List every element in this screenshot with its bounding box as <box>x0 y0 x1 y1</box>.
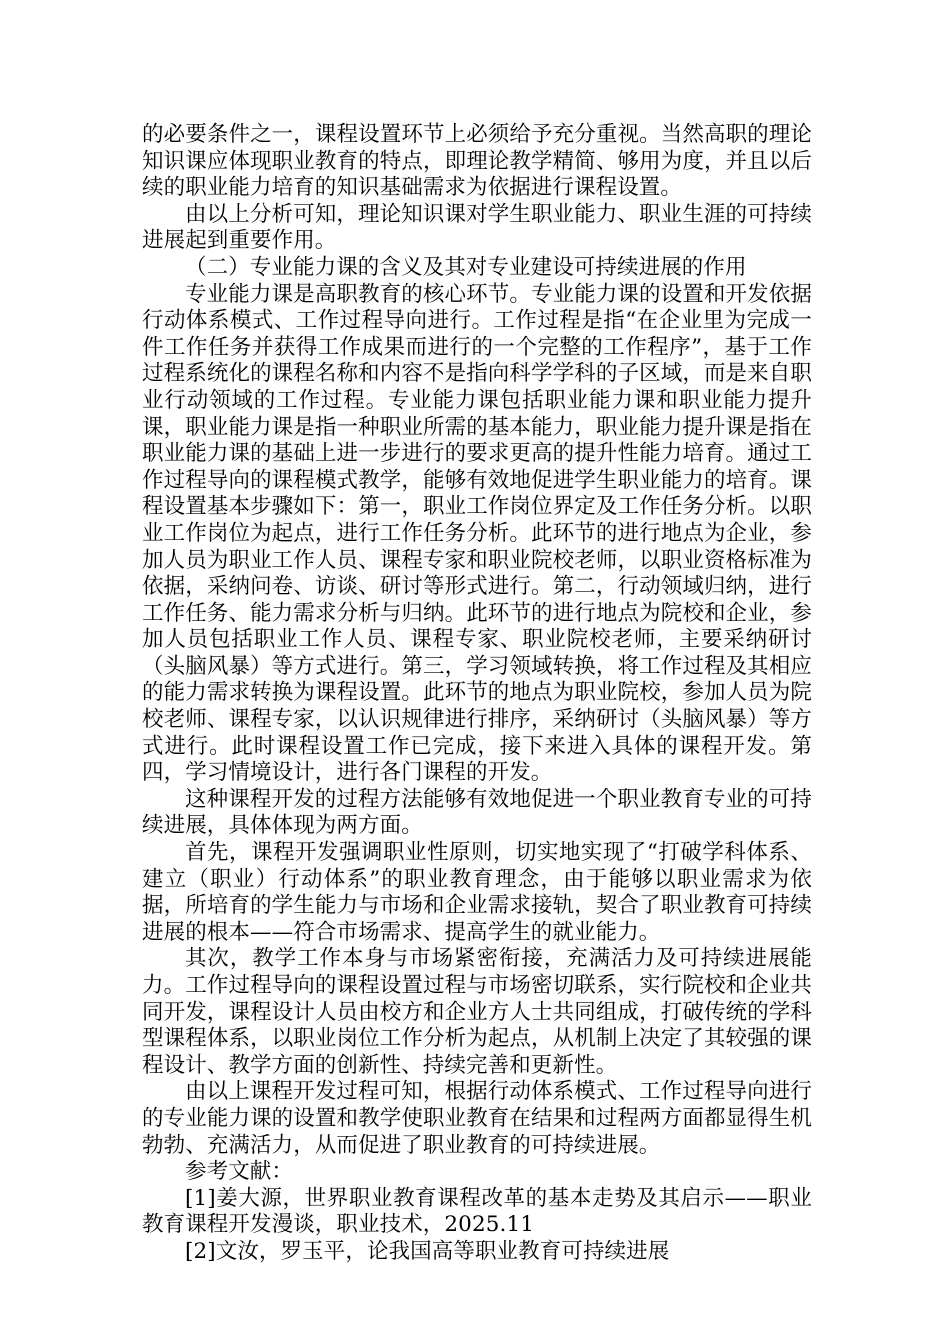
paragraph-conclusion: 由以上课程开发过程可知，根据行动体系模式、工作过程导向进行的专业能力课的设置和教学使职业教育在结果和过程两方面都显得生机勃勃、充满活力，从而促进了职业教育的可持续进展。 <box>142 1079 812 1158</box>
paragraph-second-point: 其次，教学工作本身与市场紧密衔接，充满活力及可持续进展能力。工作过程导向的课程设置过程与市场密切联系，实行院校和企业共同开发，课程设计人员由校方和企业方人士共同组成，打破传统的学科型课程体系，以职业岗位工作分析为起点，从机制上决定了其较强的课程设计、教学方面的创新性、持续完善和更新性。 <box>142 946 812 1078</box>
reference-item: [1]姜大源，世界职业教育课程改革的基本走势及其启示——职业教育课程开发漫谈，职业技术，2025.11 <box>142 1185 812 1238</box>
reference-item: [2]文汝，罗玉平，论我国高等职业教育可持续进展 <box>185 1238 670 1264</box>
paragraph-first-point: 首先，课程开发强调职业性原则，切实地实现了“打破学科体系、建立（职业）行动体系”的职业教育理念，由于能够以职业需求为依据，所培育的学生能力与市场和企业需求接轨，契合了职业教育可持续进展的根本——符合市场需求、提高学生的就业能力。 <box>142 840 812 945</box>
paragraph-summary-theory: 由以上分析可知，理论知识课对学生职业能力、职业生涯的可持续进展起到重要作用。 <box>142 201 812 254</box>
references-heading: 参考文献： <box>185 1159 294 1185</box>
paragraph-development-method: 这种课程开发的过程方法能够有效地促进一个职业教育专业的可持续进展，具体体现为两方面。 <box>142 786 812 839</box>
paragraph-professional-ability: 专业能力课是高职教育的核心环节。专业能力课的设置和开发依据行动体系模式、工作过程导向进行。工作过程是指“在企业里为完成一件工作任务并获得工作成果而进行的一个完整的工作程序”，基于工作过程系统化的课程名称和内容不是指向科学学科的子区域，而是来自职业行动领域的工作过程。专业能力课包括职业能力课和职业能力提升课，职业能力课是指一种职业所需的基本能力，职业能力提升课是指在职业能力课的基础上进一步进行的要求更高的提升性能力培育。通过工作过程导向的课程模式教学，能够有效地促进学生职业能力的培育。课程设置基本步骤如下：第一，职业工作岗位界定及工作任务分析。以职业工作岗位为起点，进行工作任务分析。此环节的进行地点为企业，参加人员为职业工作人员、课程专家和职业院校老师，以职业资格标准为依据，采纳问卷、访谈、研讨等形式进行。第二，行动领域归纳，进行工作任务、能力需求分析与归纳。此环节的进行地点为院校和企业，参加人员包括职业工作人员、课程专家、职业院校老师，主要采纳研讨（头脑风暴）等方式进行。第三，学习领域转换，将工作过程及其相应的能力需求转换为课程设置。此环节的地点为职业院校，参加人员为院校老师、课程专家，以认识规律进行排序，采纳研讨（头脑风暴）等方式进行。此时课程设置工作已完成，接下来进入具体的课程开发。第四，学习情境设计，进行各门课程的开发。 <box>142 281 812 786</box>
paragraph-continuation: 的必要条件之一，课程设置环节上必须给予充分重视。当然高职的理论知识课应体现职业教育的特点，即理论教学精简、够用为度，并且以后续的职业能力培育的知识基础需求为依据进行课程设置。 <box>142 122 812 201</box>
section-heading: （二）专业能力课的含义及其对专业建设可持续进展的作用 <box>185 254 747 280</box>
document-page <box>142 122 812 1266</box>
